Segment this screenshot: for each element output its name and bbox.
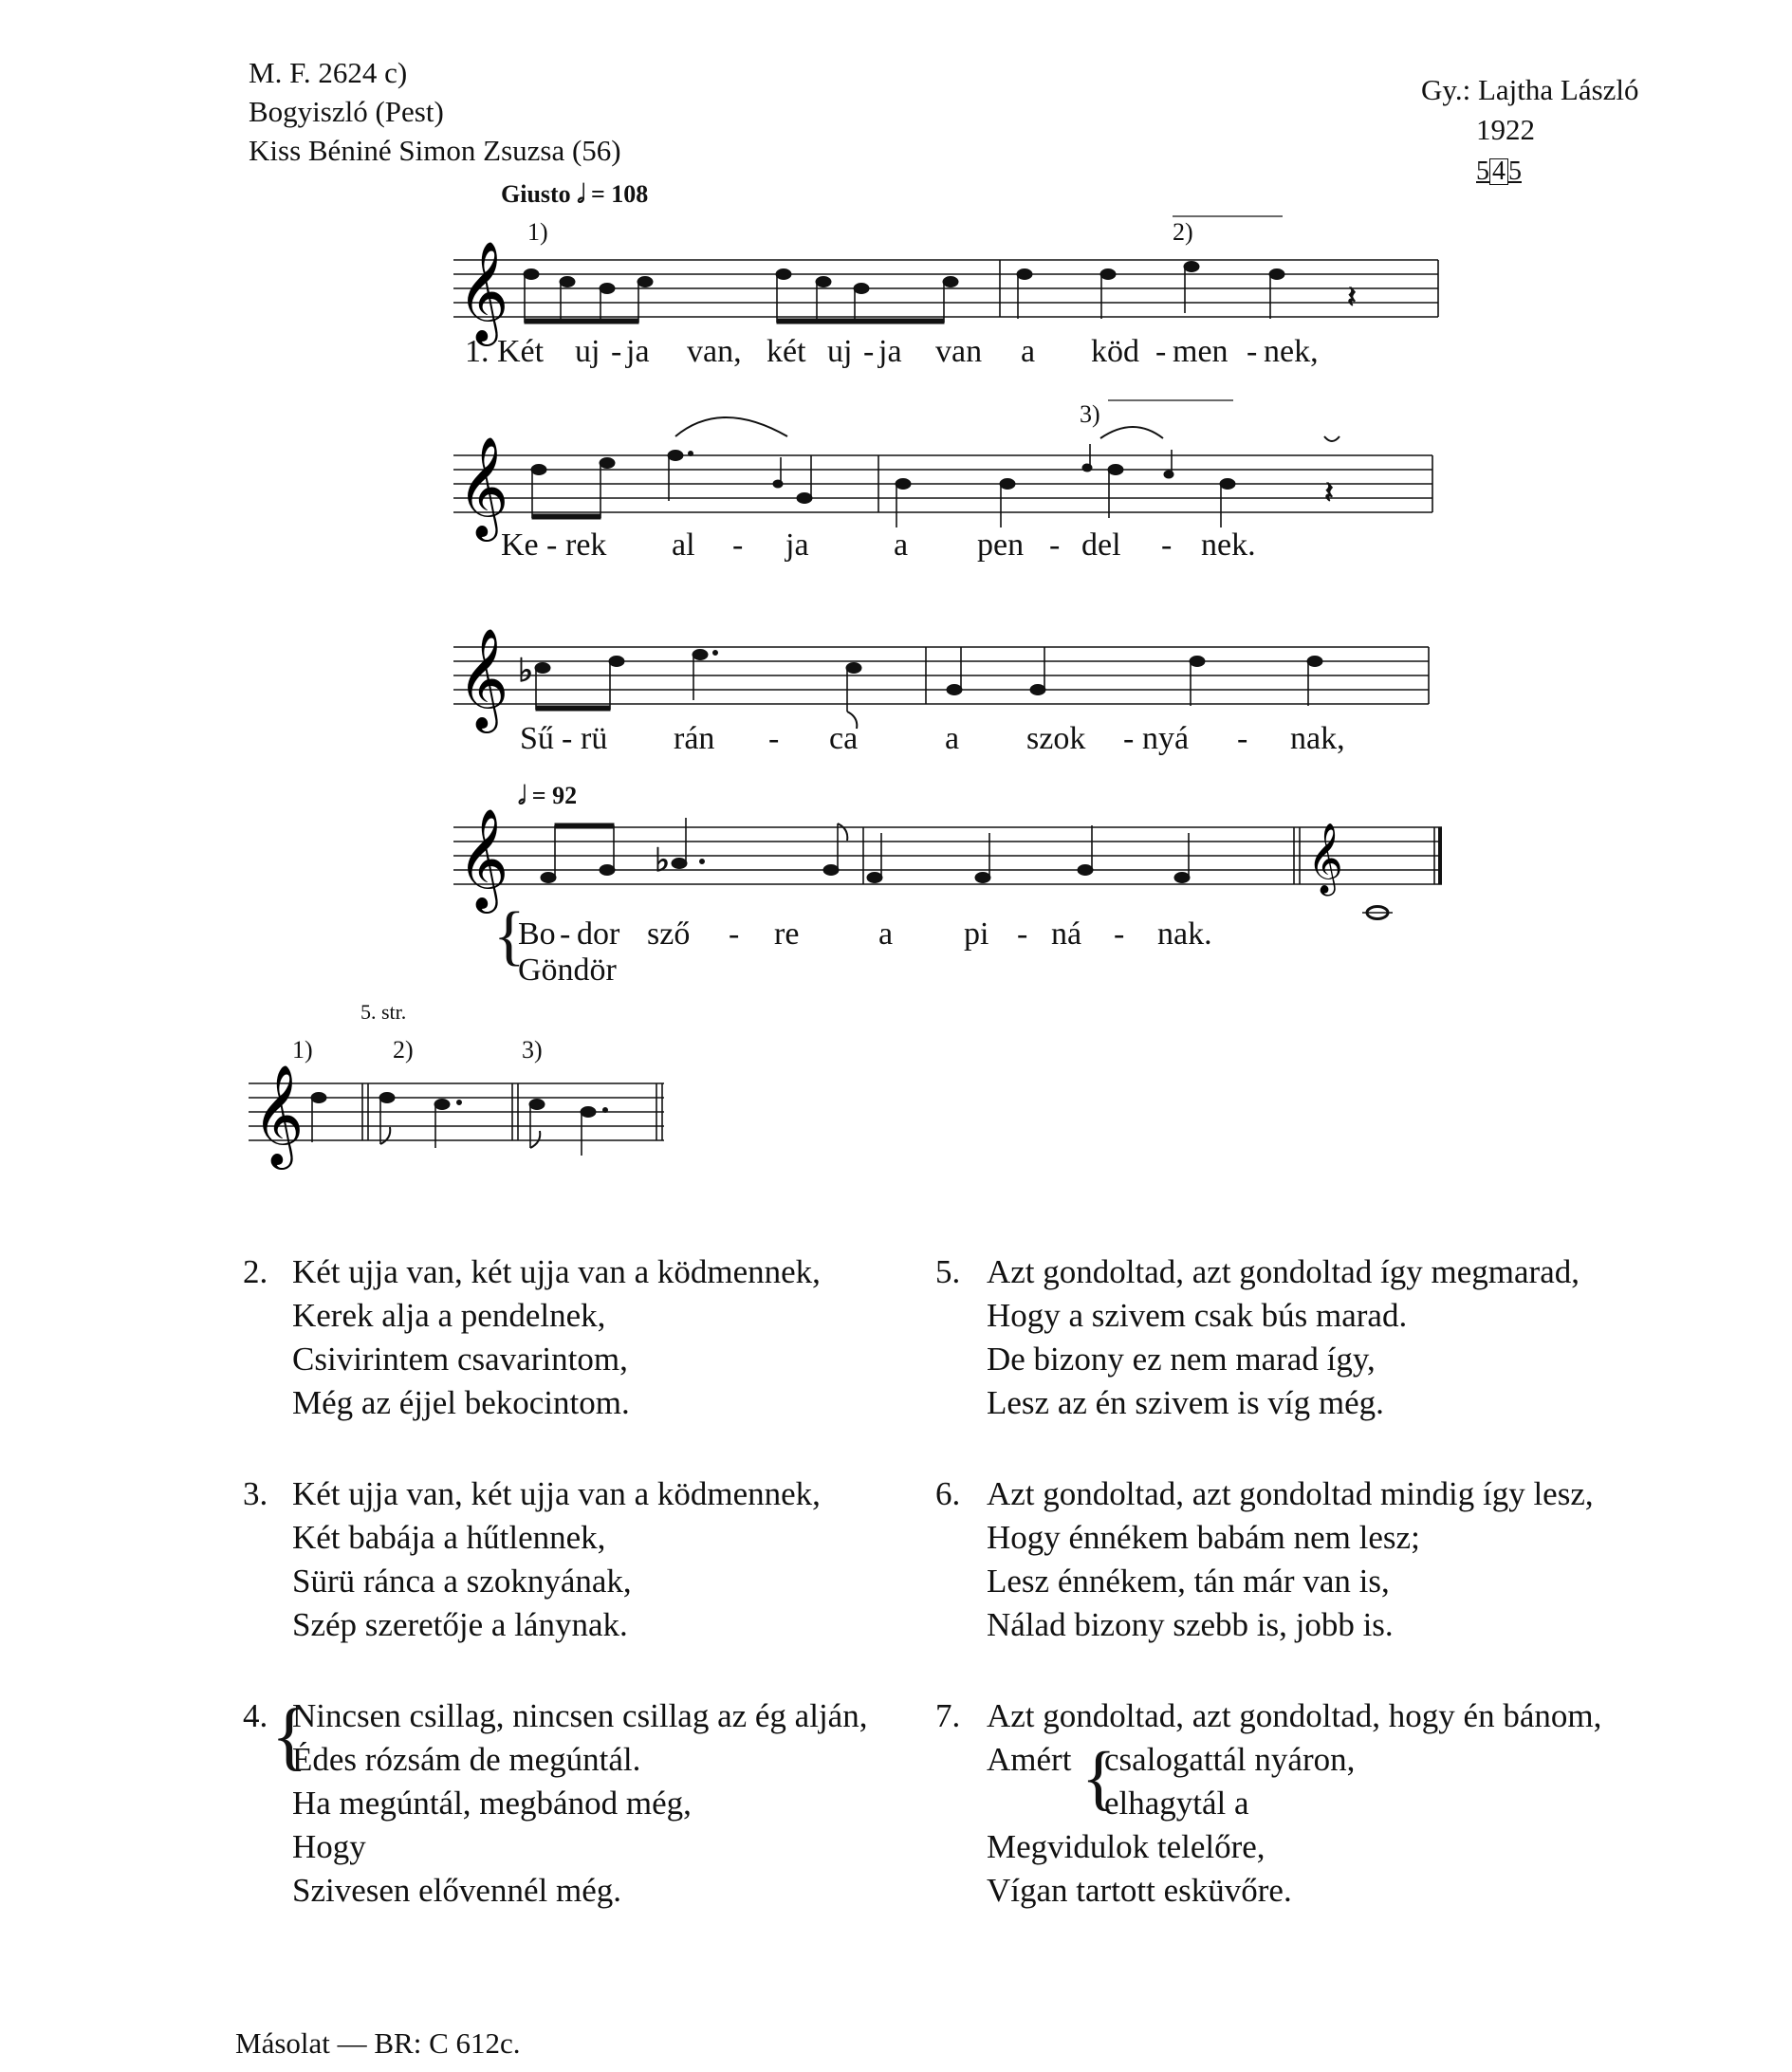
flat-sign-icon: ♭ xyxy=(518,654,534,689)
lyric-hyphen: - xyxy=(1017,916,1028,952)
notes-staff-2 xyxy=(531,417,1339,527)
lyric-syllable: del xyxy=(1081,527,1121,563)
variant-label: 5. str. xyxy=(360,1000,407,1024)
verse-line: Kerek alja a pendelnek, xyxy=(292,1297,606,1334)
treble-clef-icon: 𝄞 xyxy=(457,627,509,729)
place: Bogyiszló (Pest) xyxy=(249,95,444,128)
lyric-hyphen: - xyxy=(1049,527,1061,563)
variant-staff xyxy=(249,1064,664,1170)
verse-4 xyxy=(243,1694,907,1922)
verse-line: Vígan tartott esküvőre. xyxy=(987,1872,1292,1909)
lyric-hyphen: - xyxy=(611,334,622,369)
cadence-2: 4 xyxy=(1489,158,1508,185)
verse-3 xyxy=(243,1472,907,1653)
footnote-mark-3: 3) xyxy=(1080,400,1100,428)
staff-1 xyxy=(453,216,1438,346)
verse-line: Hogy énnékem babám nem lesz; xyxy=(987,1519,1420,1556)
collector: Gy.: Lajtha László xyxy=(1421,73,1639,106)
treble-clef-icon: 𝄞 xyxy=(252,1064,305,1165)
verse-line: Megvidulok telelőre, xyxy=(987,1828,1265,1865)
lyric-syllable: van xyxy=(935,334,983,369)
lyric-hyphen: - xyxy=(1161,527,1173,563)
cadence-3: 5 xyxy=(1508,157,1522,186)
verse-6 xyxy=(935,1472,1694,1653)
lyric-hyphen: - xyxy=(729,916,740,952)
year: 1922 xyxy=(1476,113,1535,146)
tempo-label: Giusto xyxy=(501,180,571,208)
verse-line: Azt gondoltad, azt gondoltad így megmarad, xyxy=(987,1253,1580,1290)
verse-7 xyxy=(935,1694,1694,1922)
verse-number: 3. xyxy=(243,1475,268,1512)
verse-word: Amért xyxy=(987,1741,1072,1778)
lyric-syllable: nyá xyxy=(1142,721,1190,756)
notes-staff-3 xyxy=(518,647,1322,729)
lyric-syllable: ja xyxy=(785,527,809,563)
verse-line: Két babája a hűtlennek, xyxy=(292,1519,606,1556)
lyric-syllable: Sű xyxy=(520,721,554,756)
lyric-hyphen: - xyxy=(1237,721,1248,756)
notes-staff-4 xyxy=(541,818,1393,919)
variant-notes xyxy=(311,1093,608,1156)
notes-measure-1 xyxy=(524,269,958,324)
lyric-syllable: nek, xyxy=(1264,334,1319,369)
lyric-syllable: nak, xyxy=(1290,721,1345,756)
half-note-symbol: 𝅗𝅥 xyxy=(518,782,527,809)
lyric-syllable: rü xyxy=(581,721,608,756)
lyrics-line-4-alt: Göndör xyxy=(518,953,617,988)
lyric-hyphen: - xyxy=(1155,334,1167,369)
verse-5 xyxy=(935,1250,1694,1431)
lyric-syllable: dor xyxy=(577,916,620,952)
staff-4 xyxy=(453,807,1442,919)
lyric-syllable: rán xyxy=(674,721,715,756)
staff-3 xyxy=(453,627,1429,733)
lyric-syllable: nek. xyxy=(1201,527,1256,563)
singer: Kiss Béniné Simon Zsuzsa (56) xyxy=(249,134,621,167)
alt-lyric-brace: { xyxy=(493,899,526,972)
verse-2 xyxy=(243,1250,907,1431)
lyric-syllable: a xyxy=(894,527,909,563)
cadence-1: 5 xyxy=(1476,157,1489,186)
lyric-hyphen: - xyxy=(863,334,875,369)
footnote-mark-1: 1) xyxy=(527,218,548,246)
lyric-syllable: köd xyxy=(1091,334,1139,369)
verse-alt-2: elhagytál a xyxy=(1104,1785,1249,1822)
lyric-syllable: re xyxy=(774,916,800,952)
lyric-syllable: ja xyxy=(626,334,650,369)
verse-number: 2. xyxy=(243,1253,268,1290)
treble-clef-icon: 𝄞 xyxy=(457,435,509,537)
verse-line: Szivesen elővennél még. xyxy=(292,1872,621,1909)
lyric-syllable: a xyxy=(878,916,894,952)
lyric-syllable: a xyxy=(945,721,960,756)
verse-line: Lesz énnékem, tán már van is, xyxy=(987,1563,1390,1600)
verse-line: Sürü ránca a szoknyának, xyxy=(292,1563,632,1600)
verse-number: 6. xyxy=(935,1475,961,1512)
lyric-syllable: pen xyxy=(977,527,1025,563)
lyric-syllable: a xyxy=(1021,334,1036,369)
verse-line-split xyxy=(987,1782,1694,1825)
verse-brace: { xyxy=(271,1694,308,1778)
lyric-syllable: 1. Két xyxy=(465,334,545,369)
verse-number: 7. xyxy=(935,1697,961,1734)
verse-number: 4. xyxy=(243,1697,268,1734)
lyric-syllable: nak. xyxy=(1157,916,1212,952)
variant-mark-1: 1) xyxy=(292,1036,313,1064)
verse-line: Nálad bizony szebb is, jobb is. xyxy=(987,1606,1394,1643)
lyric-syllable: men xyxy=(1173,334,1229,369)
lyric-syllable: ná xyxy=(1051,916,1082,952)
verse-line: Két ujja van, két ujja van a ködmennek, xyxy=(292,1253,821,1290)
verse-line: Azt gondoltad, azt gondoltad, hogy én bánom, xyxy=(987,1697,1602,1734)
catalog-number: M. F. 2624 c) xyxy=(249,56,408,89)
lyric-hyphen: - xyxy=(1123,721,1135,756)
lyric-syllable: Ke xyxy=(501,527,539,563)
verse-line: Azt gondoltad, azt gondoltad mindig így lesz, xyxy=(987,1475,1594,1512)
quarter-rest-icon: 𝄽 xyxy=(1347,279,1357,315)
verse-line: Hogy a szivem csak bús marad. xyxy=(987,1297,1408,1334)
lyric-syllable: al xyxy=(672,527,695,563)
lyric-syllable: ja xyxy=(878,334,902,369)
tempo-bpm-2: = 92 xyxy=(531,782,578,809)
verse-line: Csivirintem csavarintom, xyxy=(292,1341,628,1378)
small-treble-clef-icon: 𝄞 xyxy=(1307,823,1343,894)
lyric-syllable: uj xyxy=(827,334,853,369)
tempo-bpm: = 108 xyxy=(590,180,649,208)
verse-line: De bizony ez nem marad így, xyxy=(987,1341,1376,1378)
verse-brace: { xyxy=(1081,1738,1117,1818)
treble-clef-icon: 𝄞 xyxy=(457,240,509,342)
lyric-syllable: szok xyxy=(1026,721,1086,756)
verse-line: Hogy xyxy=(292,1828,366,1865)
lyric-syllable: rek xyxy=(565,527,607,563)
lyric-syllable: Bo xyxy=(518,916,556,952)
lyric-syllable: pi xyxy=(964,916,989,952)
lyric-hyphen: - xyxy=(560,916,571,952)
staff-2 xyxy=(453,400,1432,542)
lyric-hyphen: - xyxy=(732,527,744,563)
verse-line: Két ujja van, két ujja van a ködmennek, xyxy=(292,1475,821,1512)
treble-clef-icon: 𝄞 xyxy=(457,807,509,909)
lyric-hyphen: - xyxy=(546,527,558,563)
lyric-hyphen: - xyxy=(1114,916,1125,952)
variant-mark-2: 2) xyxy=(393,1036,414,1064)
verse-line: Lesz az én szivem is víg még. xyxy=(987,1384,1384,1421)
half-note-symbol: 𝅗𝅥 xyxy=(577,180,585,208)
breath-mark xyxy=(1324,436,1339,441)
verse-alt-1: csalogattál nyáron, xyxy=(1104,1741,1356,1778)
lyric-syllable: van, xyxy=(687,334,742,369)
lyric-syllable: uj xyxy=(575,334,600,369)
notes-measure-2 xyxy=(1017,262,1357,320)
lyric-syllable: sző xyxy=(647,916,691,952)
lyric-hyphen: - xyxy=(768,721,780,756)
lyric-syllable: ca xyxy=(829,721,859,756)
quarter-rest-icon: 𝄽 xyxy=(1324,474,1334,510)
verse-line: Még az éjjel bekocintom. xyxy=(292,1384,630,1421)
verse-line: Nincsen csillag, nincsen csillag az ég alján, xyxy=(292,1697,868,1734)
footer-reference: Másolat — BR: C 612c. xyxy=(235,2026,521,2060)
variant-mark-3: 3) xyxy=(522,1036,543,1064)
verse-number: 5. xyxy=(935,1253,961,1290)
footnote-mark-2: 2) xyxy=(1173,218,1193,246)
lyric-hyphen: - xyxy=(1247,334,1258,369)
verse-line: Ha megúntál, megbánod még, xyxy=(292,1785,692,1822)
verse-line: Édes rózsám de megúntál. xyxy=(292,1741,641,1778)
lyric-hyphen: - xyxy=(562,721,573,756)
lyric-syllable: két xyxy=(767,334,806,369)
flat-sign-icon: ♭ xyxy=(655,843,671,879)
verse-line: Szép szeretője a lánynak. xyxy=(292,1606,628,1643)
